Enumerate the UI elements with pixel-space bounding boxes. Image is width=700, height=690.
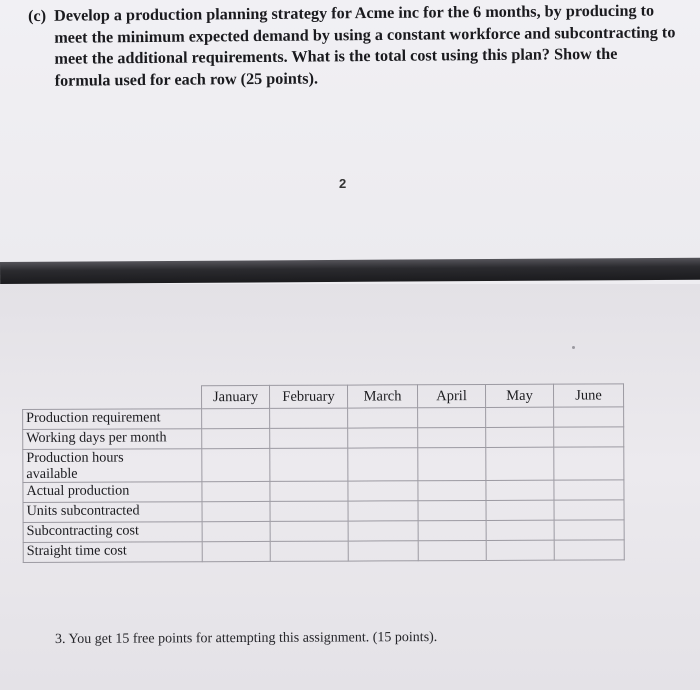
paper-speck [572, 346, 575, 349]
row-label-production-hours [23, 449, 202, 483]
table-cell [348, 448, 418, 481]
table-header-row [23, 384, 624, 410]
table-cell [270, 541, 348, 561]
table-cell [270, 501, 348, 521]
question-text-1: Develop a production planning strategy for Acme inc for the 6 months, by producing to [54, 1, 655, 25]
table-cell [418, 407, 486, 427]
question-3-text: You get 15 free points for attempting this assignment. (15 points). [68, 629, 438, 647]
production-planning-table [22, 383, 625, 563]
question-line-4: formula used for each row (25 points). [54, 68, 319, 90]
month-header-april: April [417, 384, 485, 407]
row-label-units-subcontracted [23, 502, 202, 523]
table-row [23, 520, 624, 543]
table-row [23, 500, 624, 523]
table-cell [202, 541, 270, 561]
row-label-subcontracting-cost [23, 522, 202, 543]
table-cell [418, 540, 486, 560]
table-cell [486, 407, 554, 427]
table-cell [486, 480, 554, 500]
table-cell [418, 500, 486, 520]
table-cell [486, 500, 554, 520]
question-3-number: 3. [55, 631, 66, 647]
table-cell [418, 447, 486, 480]
table-cell [202, 481, 270, 501]
table-cell [554, 500, 624, 520]
page-number: 2 [339, 176, 347, 191]
row-label-production-requirement [23, 409, 202, 430]
table-row [23, 447, 624, 483]
row-label-text: Subcontracting cost [26, 522, 139, 539]
table-cell [554, 407, 624, 427]
row-label-working-days [23, 429, 202, 450]
question-3-note [55, 630, 437, 648]
month-header-february: February [269, 385, 347, 408]
question-line-3: meet the additional requirements. What is the total cost using this plan? Show the [54, 44, 618, 68]
table-cell [554, 427, 624, 447]
table-cell [486, 540, 554, 560]
row-label-text-continued: available [26, 465, 78, 482]
header-corner [23, 386, 202, 410]
row-label-text: Units subcontracted [26, 502, 140, 519]
month-header-march: March [347, 385, 417, 408]
row-label-straight-time-cost [23, 542, 202, 563]
table-cell [348, 481, 418, 501]
table-cell [270, 481, 348, 501]
table-cell [202, 408, 270, 428]
table-cell [270, 428, 348, 448]
table-cell [202, 448, 270, 481]
table-cell [486, 427, 554, 447]
table-row [23, 540, 624, 563]
table-cell [348, 408, 418, 428]
table-cell [554, 447, 624, 480]
table-row [23, 407, 624, 430]
row-label-text: Straight time cost [26, 542, 127, 559]
table-cell [270, 408, 348, 428]
question-c [28, 0, 694, 92]
table-cell [270, 448, 348, 481]
table-cell [486, 447, 554, 480]
table-cell [348, 541, 418, 561]
question-line-2: meet the minimum expected demand by using a constant workforce and subcontracting to [54, 22, 676, 47]
table-cell [418, 520, 486, 540]
month-header-may: May [485, 384, 553, 407]
row-label-actual-production [23, 482, 202, 503]
table-cell [554, 480, 624, 500]
month-header-january: January [202, 385, 270, 408]
page-divider-shadow [0, 258, 700, 284]
table-cell [348, 428, 418, 448]
planning-table-wrapper [22, 383, 625, 563]
table-cell [202, 501, 270, 521]
table-cell [418, 480, 486, 500]
row-label-text: Actual production [26, 482, 130, 499]
question-label: (c) [28, 6, 47, 25]
table-cell [348, 521, 418, 541]
table-cell [270, 521, 348, 541]
table-cell [486, 520, 554, 540]
table-cell [554, 520, 624, 540]
table-row [23, 480, 624, 503]
table-cell [202, 428, 270, 448]
table-cell [348, 501, 418, 521]
row-label-text: Production hours [26, 449, 124, 466]
table-cell [202, 521, 270, 541]
row-label-text: Working days per month [26, 429, 167, 446]
month-header-june: June [553, 384, 623, 407]
table-cell [418, 427, 486, 447]
table-cell [554, 540, 624, 560]
table-row [23, 427, 624, 450]
row-label-text: Production requirement [26, 409, 161, 426]
